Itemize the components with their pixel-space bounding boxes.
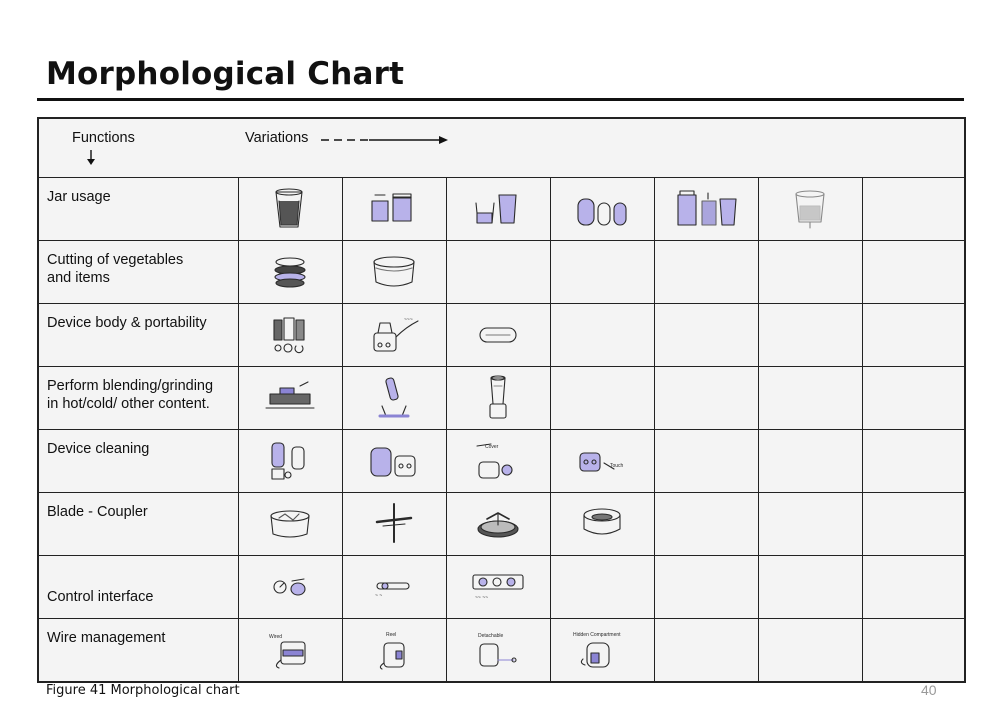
- variation-cell: [654, 430, 758, 493]
- down-arrow-icon: [86, 150, 96, 171]
- tall-jar-icon: [270, 187, 310, 231]
- function-row: [38, 178, 965, 241]
- variation-cell: [446, 493, 550, 556]
- variation-cell: [550, 430, 654, 493]
- function-label: Perform blending/grinding in hot/cold/ other content.: [47, 378, 214, 412]
- right-arrow-icon: [321, 132, 451, 150]
- function-row: [38, 556, 965, 619]
- magnetic-cover-icon: [471, 440, 525, 482]
- two-jars-icon: [369, 191, 419, 227]
- variation-cell: [342, 556, 446, 619]
- variation-cell: [446, 556, 550, 619]
- variation-cell: [862, 367, 965, 430]
- function-label-cell: [38, 304, 238, 367]
- variation-cell: [654, 178, 758, 241]
- flat-pad-device-icon: [476, 324, 520, 346]
- function-row: [38, 304, 965, 367]
- variation-cell: [238, 556, 342, 619]
- knob-dial-icon: [268, 573, 312, 601]
- variation-cell: [342, 430, 446, 493]
- tall-blender-icon: [483, 374, 513, 422]
- hand-blender-icon: [374, 376, 414, 420]
- variation-cell: [238, 241, 342, 304]
- morphological-chart-table: [37, 117, 966, 683]
- hidden-compartment-icon: [571, 629, 633, 671]
- function-label-cell: [38, 430, 238, 493]
- variation-cell: [550, 367, 654, 430]
- blade-bowl-icon: [267, 506, 313, 542]
- variation-cell: [446, 241, 550, 304]
- variation-cell: [238, 430, 342, 493]
- slicer-stack-icon: [268, 255, 312, 289]
- blender-jars-icon: [674, 189, 738, 229]
- variation-cell: [238, 619, 342, 683]
- variation-cell: [342, 304, 446, 367]
- touch-buttons-icon: [576, 445, 628, 477]
- variation-cell: [862, 556, 965, 619]
- capsule-jars-icon: [574, 191, 630, 227]
- function-label: Wire management: [47, 630, 166, 646]
- blade-rod-icon: [371, 502, 417, 546]
- variation-cell: [446, 619, 550, 683]
- variation-cell: [654, 493, 758, 556]
- variation-cell: [342, 367, 446, 430]
- svg-text:Wired: Wired: [269, 634, 283, 640]
- variation-cell: [654, 367, 758, 430]
- jar-cleaning-icon: [266, 439, 314, 483]
- blade-coupler-icon: [473, 503, 523, 545]
- function-label-cell: [38, 241, 238, 304]
- variation-cell: [758, 367, 862, 430]
- function-label: Blade - Coupler: [47, 504, 148, 520]
- svg-text:~ ~: ~ ~: [375, 593, 383, 599]
- svg-text:Hidden Compartment: Hidden Compartment: [573, 632, 621, 638]
- slider-control-icon: [371, 573, 417, 601]
- function-row: [38, 619, 965, 683]
- bottles-portable-icon: [270, 314, 310, 356]
- variation-cell: [446, 430, 550, 493]
- variation-cell: [758, 430, 862, 493]
- variation-cell: [342, 241, 446, 304]
- function-label-cell: [38, 493, 238, 556]
- hot-plate-icon: [264, 380, 316, 416]
- variation-cell: [758, 619, 862, 683]
- variation-cell: [550, 493, 654, 556]
- jar-pair-icon: [472, 191, 524, 227]
- variation-cell: [758, 556, 862, 619]
- header-row: [38, 118, 965, 178]
- function-label-cell: [38, 367, 238, 430]
- bowl-chopper-icon: [369, 252, 419, 292]
- variation-cell: [862, 430, 965, 493]
- function-label: Jar usage: [47, 189, 111, 205]
- detachable-cord-icon: [474, 630, 522, 670]
- variation-cell: [238, 178, 342, 241]
- page-number: 40: [921, 682, 937, 698]
- function-label-cell: [38, 619, 238, 683]
- variation-cell: [238, 367, 342, 430]
- detachable-cable-blender-icon: [364, 315, 424, 355]
- variation-cell: [758, 178, 862, 241]
- variation-cell: [758, 241, 862, 304]
- function-row: [38, 367, 965, 430]
- variation-cell: [654, 241, 758, 304]
- wired-cord-icon: [267, 630, 313, 670]
- function-label: Cutting of vegetables and items: [47, 252, 184, 286]
- variation-cell: [862, 619, 965, 683]
- function-row: [38, 241, 965, 304]
- clear-jar-icon: [790, 188, 830, 230]
- header-cell: [38, 118, 965, 178]
- function-label: Device cleaning: [47, 441, 150, 457]
- panel-buttons-icon: [469, 569, 527, 605]
- variation-cell: [862, 304, 965, 367]
- svg-text:Touch: Touch: [610, 463, 624, 469]
- svg-text:Reel: Reel: [386, 632, 397, 638]
- function-label-cell: [38, 178, 238, 241]
- variation-cell: [238, 493, 342, 556]
- variation-cell: [654, 619, 758, 683]
- function-row: [38, 493, 965, 556]
- function-label: Control interface: [47, 589, 154, 605]
- variations-label: Variations: [245, 130, 309, 146]
- figure-caption: Figure 41 Morphological chart: [46, 683, 240, 698]
- variation-cell: [342, 178, 446, 241]
- variation-cell: [446, 178, 550, 241]
- variation-cell: [758, 493, 862, 556]
- variation-cell: [862, 178, 965, 241]
- svg-text:Detachable: Detachable: [478, 633, 504, 639]
- variation-cell: [550, 241, 654, 304]
- coupler-ring-icon: [579, 503, 625, 545]
- svg-text:~~~: ~~~: [404, 317, 413, 323]
- variation-cell: [654, 556, 758, 619]
- svg-text:Cover: Cover: [485, 444, 499, 450]
- variation-cell: [342, 493, 446, 556]
- variation-cell: [862, 493, 965, 556]
- variation-cell: [342, 619, 446, 683]
- reel-cord-icon: [374, 629, 414, 671]
- variation-cell: [862, 241, 965, 304]
- opening-body-icon: [367, 440, 421, 482]
- function-row: [38, 430, 965, 493]
- variation-cell: [550, 304, 654, 367]
- variation-cell: [550, 556, 654, 619]
- variation-cell: [758, 304, 862, 367]
- functions-label: Functions: [72, 130, 135, 146]
- variation-cell: [654, 304, 758, 367]
- svg-text:~~ ~~: ~~ ~~: [475, 595, 489, 601]
- variation-cell: [446, 367, 550, 430]
- function-label: Device body & portability: [47, 315, 207, 331]
- variation-cell: [238, 304, 342, 367]
- title-divider: [37, 98, 964, 101]
- variation-cell: [446, 304, 550, 367]
- variation-cell: [550, 619, 654, 683]
- function-label-cell: [38, 556, 238, 619]
- page-title: Morphological Chart: [46, 56, 405, 92]
- variation-cell: [550, 178, 654, 241]
